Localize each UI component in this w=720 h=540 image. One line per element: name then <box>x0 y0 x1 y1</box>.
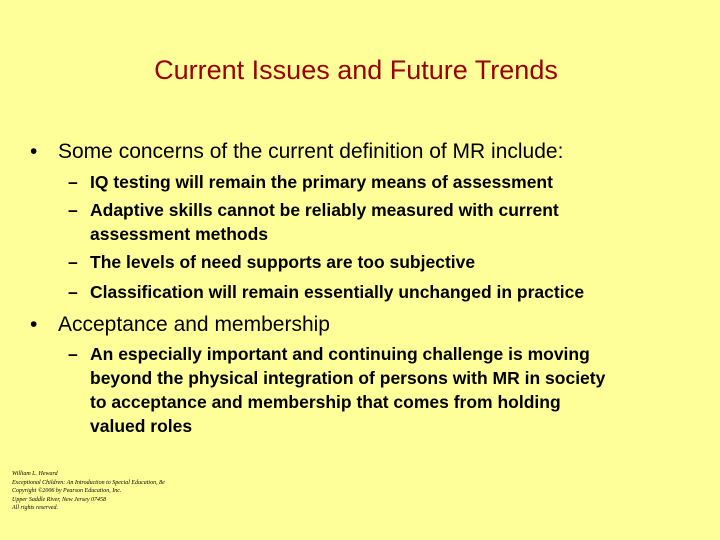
copyright-credits <box>12 470 165 513</box>
bullet-text: Acceptance and membership <box>58 313 330 336</box>
credit-line: Upper Saddle River, New Jersey 07458 <box>12 496 106 503</box>
credit-line: Copyright ©2006 by Pearson Education, Inc. <box>12 488 122 495</box>
dash-marker: – <box>68 282 78 302</box>
sub-bullet-item <box>68 342 688 438</box>
sub-bullet-item <box>68 170 688 194</box>
dash-marker: – <box>68 172 78 192</box>
sub-bullet-text: An especially important and continuing challenge is moving beyond the physical integration of persons with MR in society to acceptance and membership that comes from holding valued roles <box>90 344 606 436</box>
sub-bullet-text: Classification will remain essentially unchanged in practice <box>90 282 585 302</box>
sub-bullet-item <box>68 250 688 274</box>
credit-line: All rights reserved. <box>12 505 58 512</box>
sub-bullet-text: IQ testing will remain the primary means of assessment <box>90 172 553 192</box>
dash-marker: – <box>68 200 78 220</box>
slide-title: Current Issues and Future Trends <box>154 55 558 85</box>
credit-line: William L. Heward <box>12 471 58 477</box>
bullet-marker: • <box>30 140 38 163</box>
bullet-item <box>30 139 563 165</box>
dash-marker: – <box>68 344 78 364</box>
dash-marker: – <box>68 252 78 272</box>
sub-bullet-item <box>68 198 688 246</box>
bullet-marker: • <box>30 313 38 336</box>
credit-line: Exceptional Children: An Introduction to Special Education, 8e <box>12 479 165 486</box>
sub-bullet-text: Adaptive skills cannot be reliably measured with current assessment methods <box>90 200 559 244</box>
sub-bullet-item <box>68 280 688 304</box>
bullet-text: Some concerns of the current definition of MR include: <box>58 140 564 163</box>
sub-bullet-text: The levels of need supports are too subjective <box>90 252 476 272</box>
bullet-item <box>30 312 330 338</box>
